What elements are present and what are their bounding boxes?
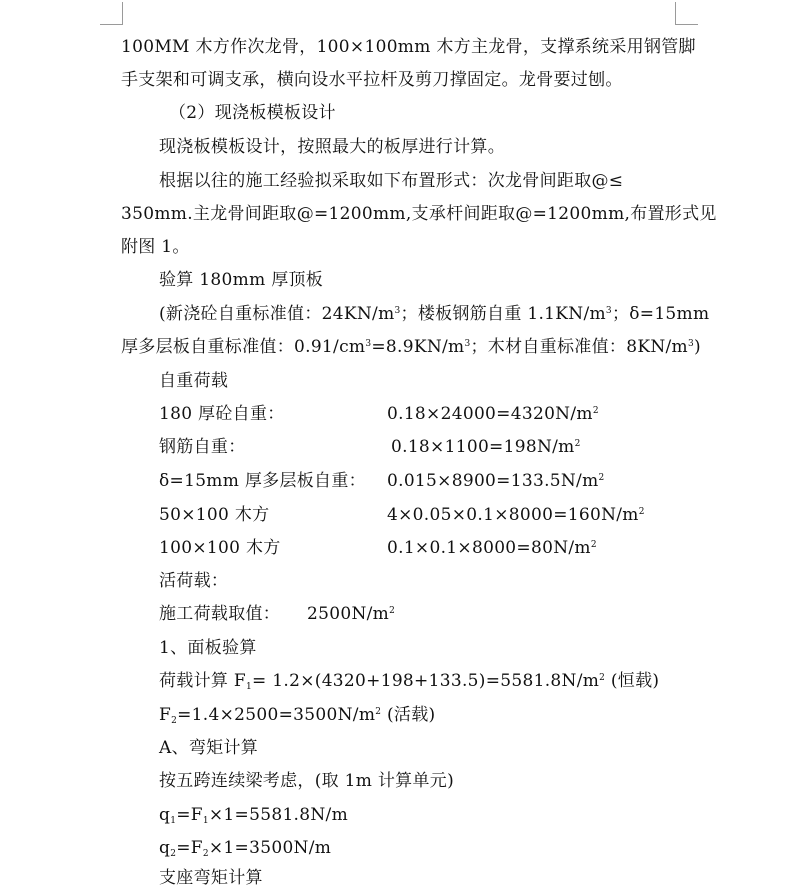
section-heading: 1、面板验算 (159, 638, 257, 658)
self-weight-line-1: (新浇砼自重标准值：$24KN/m^3$；楼板钢筋自重 $1.1KN/m^3$；δ=15mm (159, 304, 710, 324)
body-line: 350mm.主龙骨间距取@=1200mm,支承杆间距取@=1200mm,布置形式见 (121, 204, 717, 224)
dead-load-row: 50×100 木方 $4\times 0.05\times 0.1\times 8000=160N/m^2$ (159, 505, 645, 525)
body-line: 验算 180mm 厚顶板 (159, 270, 324, 290)
formula-q1: $q_1=F_1\times 1=5581.8N/m$ (159, 805, 349, 826)
subsection-heading: （2）现浇板模板设计 (169, 103, 336, 123)
body-line: 100MM 木方作次龙骨，100×100mm 木方主龙骨，支撑系统采用钢管脚 (121, 37, 696, 57)
body-line: 手支架和可调支承，横向设水平拉杆及剪刀撑固定。龙骨要过刨。 (121, 70, 623, 90)
formula-f1: 荷载计算 $F_1= 1.2\times(4320+198+133.5)=5581.8N/m^2$ (恒载) (159, 671, 660, 692)
section-heading: A、弯矩计算 (159, 738, 259, 758)
formula-q2: $q_2=F_2\times 1=3500N/m$ (159, 838, 332, 859)
dead-load-row: 100×100 木方 $0.1\times 0.1\times 8000=80N/m^2$ (159, 538, 597, 558)
live-load-heading: 活荷载： (159, 571, 229, 591)
self-weight-line-2: 厚多层板自重标准值：$0.91/cm^3=8.9KN/m^3$；木材自重标准值：$8KN/m^3$) (121, 337, 701, 357)
cut-off-line: 支座弯矩计算 (159, 868, 263, 888)
body-line: 根据以往的施工经验拟采取如下布置形式：次龙骨间距取@≤ (159, 171, 624, 191)
page-corner-mark-left (100, 2, 123, 25)
dead-load-row: δ=15mm 厚多层板自重： $0.015\times 8900=133.5N/m^2$ (159, 471, 605, 491)
page-corner-mark-right (675, 2, 698, 25)
dead-load-heading: 自重荷载 (159, 371, 229, 391)
dead-load-row: 钢筋自重： $0.18\times 1100=198N/m^2$ (159, 437, 581, 457)
construction-load-line: 施工荷载取值： $2500N/m^2$ (159, 604, 396, 624)
dead-load-row: 180 厚砼自重： $0.18\times 24000=4320N/m^2$ (159, 404, 599, 424)
body-line: 按五跨连续梁考虑，(取 1m 计算单元) (159, 771, 455, 791)
body-line: 附图 1。 (121, 237, 190, 257)
formula-f2: $F_2=1.4\times 2500=3500N/m^2$ (活载) (159, 705, 436, 726)
body-line: 现浇板模板设计，按照最大的板厚进行计算。 (159, 137, 505, 157)
